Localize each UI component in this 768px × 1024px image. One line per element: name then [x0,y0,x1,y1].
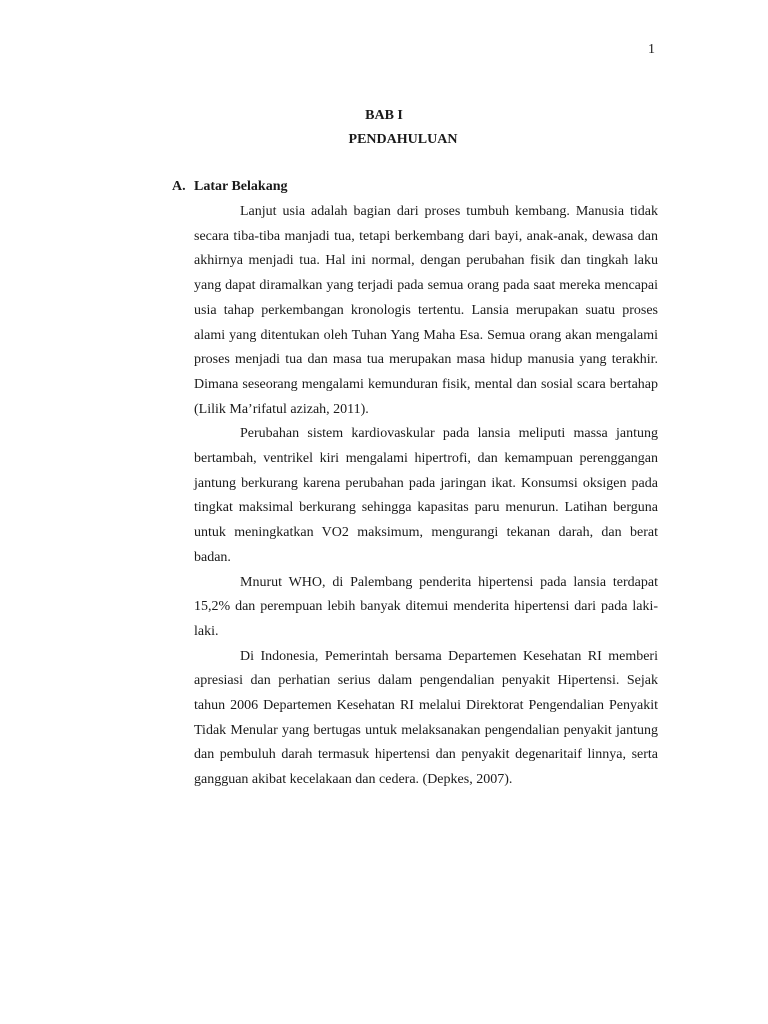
section-title: Latar Belakang [194,179,288,194]
section-heading [172,177,287,197]
paragraph: Mnurut WHO, di Palembang penderita hipertensi pada lansia terdapat 15,2% dan perempuan lebih banyak ditemui menderita hipertensi dari pada laki-laki. [194,574,658,639]
paragraph: Di Indonesia, Pemerintah bersama Departemen Kesehatan RI memberi apresiasi dan perhatian serius dalam pengendalian penyakit Hipertensi. Sejak tahun 2006 Departemen Kesehatan RI melalui Direktorat Pengendalian Penyakit Tidak Menular yang bertugas untuk melaksanakan pengendalian penyakit jantung dan pembuluh darah termasuk hipertensi dan penyakit degenaritaif linnya, serta gangguan akibat kecelakaan dan cedera. (Depkes, 2007). [194,648,658,788]
chapter-heading [0,104,768,152]
section-letter: A. [172,179,186,194]
paragraph: Lanjut usia adalah bagian dari proses tumbuh kembang. Manusia tidak secara tiba-tiba manjadi tua, tetapi berkembang dari bayi, anak-anak, dewasa dan akhirnya menjadi tua. Hal ini normal, dengan perubahan fisik dan tingkah laku yang dapat diramalkan yang terjadi pada semua orang pada saat mereka mencapai usia tahap perkembangan kronologis tertentu. Lansia merupakan suatu proses alami yang ditentukan oleh Tuhan Yang Maha Esa. Semua orang akan mengalami proses menjadi tua dan masa tua merupakan masa hidup manusia yang terakhir. Dimana seseorang mengalami kemunduran fisik, mental dan sosial scara bertahap (Lilik Ma’rifatul azizah, 2011). [194,204,658,417]
page-number: 1 [648,42,655,57]
chapter-title: PENDAHULUAN [348,132,458,147]
paragraph: Perubahan sistem kardiovaskular pada lansia meliputi massa jantung bertambah, ventrikel kiri mengalami hipertrofi, dan kemampuan perenggangan jantung berkurang karena perubahan pada jaringan ikat. Konsumsi oksigen pada tingkat maksimal berkurang sehingga kapasitas paru menurun. Latihan berguna untuk meningkatkan VO2 maksimum, mengurangi tekanan darah, dan berat badan. [194,426,658,565]
chapter-label: BAB I [365,108,403,123]
body-text [194,200,658,793]
